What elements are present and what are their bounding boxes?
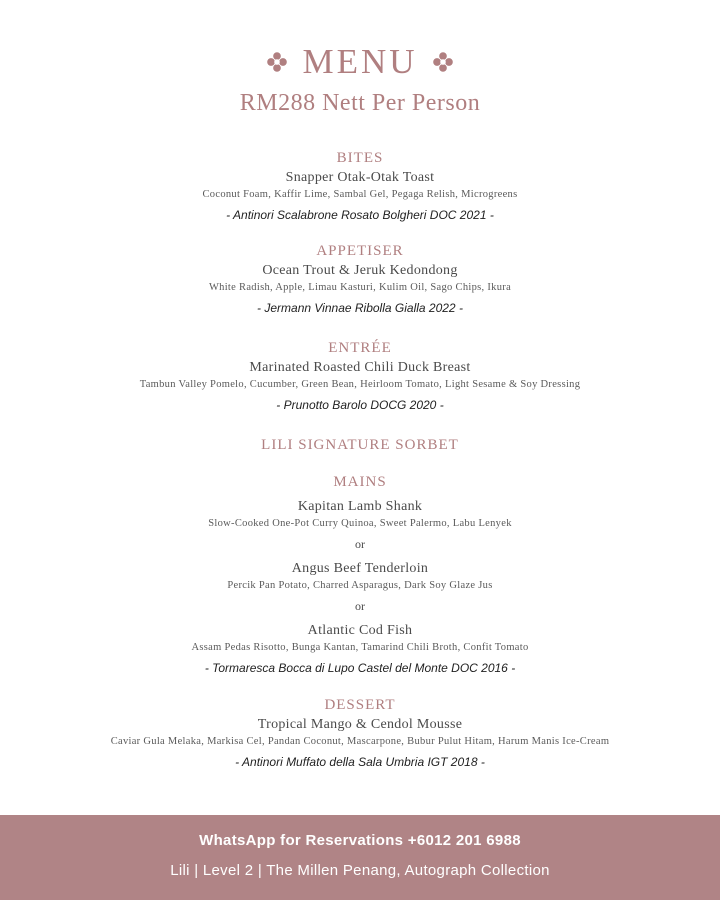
dish-name: Snapper Otak-Otak Toast bbox=[285, 170, 435, 185]
whatsapp-reservation: WhatsApp for Reservations +6012 201 6988 bbox=[199, 832, 521, 849]
section-title: DESSERT bbox=[324, 697, 396, 713]
or-separator: or bbox=[355, 537, 365, 551]
section-title: ENTRÉE bbox=[328, 340, 392, 356]
dish-description: Assam Pedas Risotto, Bunga Kantan, Tamarind Chili Broth, Confit Tomato bbox=[191, 642, 529, 653]
dish-name: Tropical Mango & Cendol Mousse bbox=[257, 717, 463, 732]
section-title: LILI SIGNATURE SORBET bbox=[261, 437, 459, 453]
section-sorbet bbox=[0, 435, 720, 455]
wine-pairing: - Tormaresca Bocca di Lupo Castel del Monte DOC 2016 - bbox=[204, 661, 516, 675]
flower-icon bbox=[266, 51, 288, 73]
section-entree bbox=[0, 338, 720, 414]
menu-header bbox=[0, 40, 720, 117]
footer-bar bbox=[0, 815, 720, 900]
dish-name: Angus Beef Tenderloin bbox=[291, 561, 429, 576]
section-title: APPETISER bbox=[316, 243, 404, 259]
section-title: BITES bbox=[336, 150, 384, 166]
dish-name: Marinated Roasted Chili Duck Breast bbox=[249, 360, 471, 375]
flower-icon bbox=[432, 51, 454, 73]
dish-description: White Radish, Apple, Limau Kasturi, Kulim Oil, Sago Chips, Ikura bbox=[208, 282, 512, 293]
dish-name: Ocean Trout & Jeruk Kedondong bbox=[262, 263, 458, 278]
dish-description: Tambun Valley Pomelo, Cucumber, Green Bean, Heirloom Tomato, Light Sesame & Soy Dressing bbox=[139, 379, 581, 390]
wine-pairing: - Antinori Scalabrone Rosato Bolgheri DOC 2021 - bbox=[226, 208, 494, 222]
section-title: MAINS bbox=[333, 474, 387, 490]
menu-title: MENU bbox=[302, 42, 418, 81]
dish-name: Kapitan Lamb Shank bbox=[297, 499, 423, 514]
wine-pairing: - Antinori Muffato della Sala Umbria IGT 2018 - bbox=[235, 755, 485, 769]
wine-pairing: - Jermann Vinnae Ribolla Gialla 2022 - bbox=[257, 301, 463, 315]
dish-description: Coconut Foam, Kaffir Lime, Sambal Gel, Pegaga Relish, Microgreens bbox=[202, 189, 518, 200]
section-dessert bbox=[0, 695, 720, 771]
section-mains bbox=[0, 472, 720, 677]
price-per-person: RM288 Nett Per Person bbox=[239, 90, 481, 116]
section-appetiser bbox=[0, 241, 720, 317]
dish-description: Percik Pan Potato, Charred Asparagus, Dark Soy Glaze Jus bbox=[227, 580, 493, 591]
title-row bbox=[0, 40, 720, 84]
or-separator: or bbox=[355, 599, 365, 613]
dish-name: Atlantic Cod Fish bbox=[307, 623, 413, 638]
dish-description: Caviar Gula Melaka, Markisa Cel, Pandan Coconut, Mascarpone, Bubur Pulut Hitam, Harum Manis Ice-Cream bbox=[110, 736, 610, 747]
section-bites bbox=[0, 148, 720, 224]
venue-location: Lili | Level 2 | The Millen Penang, Autograph Collection bbox=[170, 862, 550, 879]
wine-pairing: - Prunotto Barolo DOCG 2020 - bbox=[276, 398, 444, 412]
dish-description: Slow-Cooked One-Pot Curry Quinoa, Sweet Palermo, Labu Lenyek bbox=[208, 518, 512, 529]
